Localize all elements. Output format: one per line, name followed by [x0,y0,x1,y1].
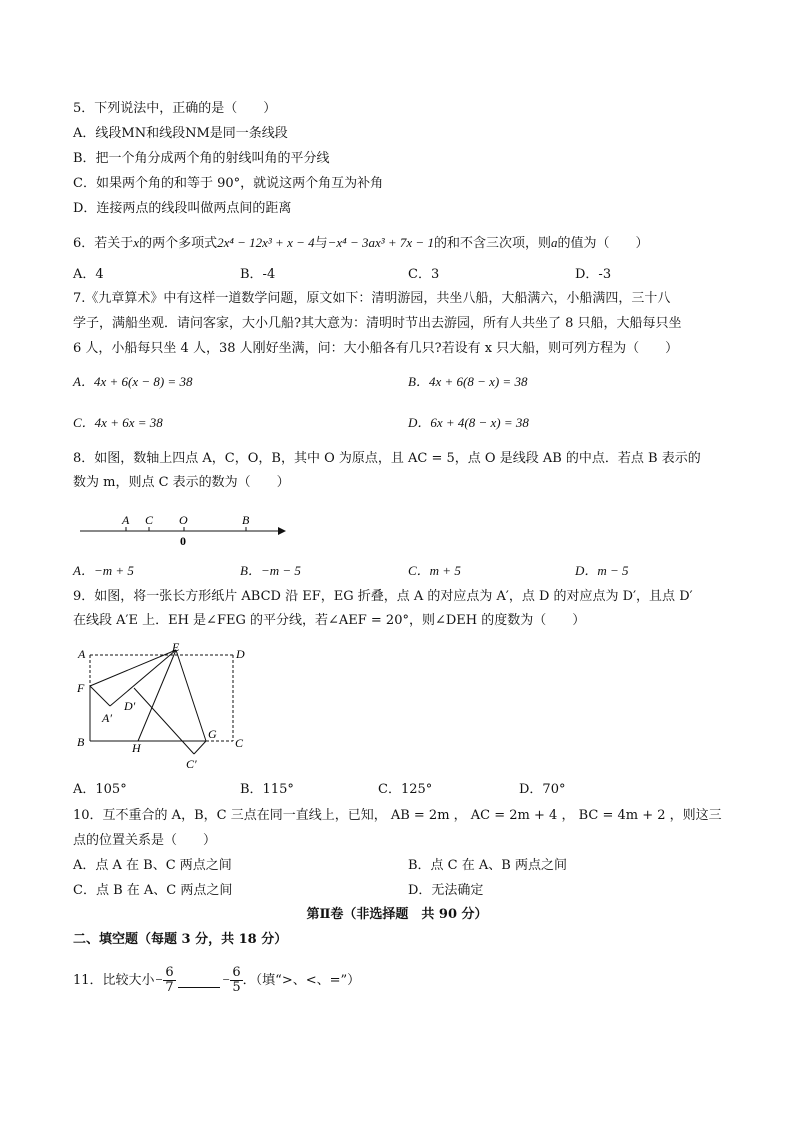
line-d-prime-c-prime [134,688,194,754]
q5-option-a: A．线段MN和线段NM是同一条线段 [73,126,288,141]
line-fa-prime [90,686,110,706]
q5-stem: 5．下列说法中，正确的是（ ） [73,101,277,116]
number-line-arrow [278,527,286,535]
q6-option-b: B．-4 [240,267,276,282]
q8-option-c: C．m + 5 [408,563,461,578]
q11-frac2-den: 5 [232,980,241,995]
q11-prefix: 11．比较大小 [73,973,155,988]
q9-line2: 在线段 A′E 上．EH 是∠FEG 的平分线，若∠AEF = 20°，则∠DEH 的度数为（ ） [73,613,586,628]
q11-fraction-1 [163,966,175,995]
label-f: F [77,681,85,695]
q11-frac1-den: 7 [165,980,174,995]
q6-var-x: x [133,235,140,250]
q7-option-d: D．6x + 4(8 − x) = 38 [408,415,529,430]
q5-option-b: B．把一个角分成两个角的射线叫角的平分线 [73,151,330,166]
q7-option-b: B．4x + 6(8 − x) = 38 [408,374,528,389]
q7-option-a: A．4x + 6(x − 8) = 38 [73,374,193,389]
q11-frac1-num: 6 [165,965,174,980]
q6-prefix: 6．若关于 [73,236,134,251]
q6-suffix: 的和不含三次项，则 [433,236,551,251]
q6-option-d: D．-3 [575,267,612,282]
q11-stem [73,965,360,996]
q10-option-c: C．点 B 在 A、C 两点之间 [73,883,233,898]
q5-option-c: C．如果两个角的和等于 90°，就说这两个角互为补角 [73,176,384,191]
q8-number-line-figure [70,510,300,550]
label-g: G [208,727,217,741]
label-c: C [235,736,244,750]
q7-line3: 6 人，小船每只坐 4 人，38 人刚好坐满，问：大小船各有几只?若设有 x 只大船，则可列方程为（ ） [73,341,679,356]
label-a-prime: A′ [102,711,112,725]
q10-line2: 点的位置关系是（ ） [73,833,217,848]
q10-option-b: B．点 C 在 A、B 两点之间 [408,858,567,873]
q8-line2: 数为 m，则点 C 表示的数为（ ） [73,475,290,490]
q10-option-d: D．无法确定 [408,883,484,898]
label-a: A [78,647,86,661]
q6-stem [73,234,649,253]
q11-suffix: ．（填“>、<、=”） [242,973,361,988]
q7-line1: 7.《九章算术》中有这样一道数学问题，原文如下：清明游园，共坐八船，大船满六，小船满四，三十八 [73,291,671,306]
q9-line1: 9．如图，将一张长方形纸片 ABCD 沿 EF，EG 折叠，点 A 的对应点为 A′，点 D 的对应点为 D′，且点 D′ [73,589,693,604]
section-fill-blank-heading: 二、填空题（每题 3 分，共 18 分） [73,932,288,947]
q9-option-b: B．115° [240,782,294,797]
q8-option-a: A．−m + 5 [73,563,134,578]
q8-option-d: D．m − 5 [575,563,629,578]
q6-poly2: −x⁴ − 3ax³ + 7x − 1 [327,235,434,250]
label-a: A [122,513,130,527]
q9-option-c: C．125° [378,782,433,797]
q10-option-a: A．点 A 在 B、C 两点之间 [73,858,232,873]
q6-poly1: 2x⁴ − 12x³ + x − 4 [217,235,315,250]
q8-line1: 8．如图，数轴上四点 A，C，O，B，其中 O 为原点，且 AC = 5，点 O 是线段 AB 的中点．若点 B 表示的 [73,451,701,466]
label-h: H [132,741,141,755]
q9-option-d: D．70° [519,782,566,797]
q6-end: 的值为（ ） [557,236,649,251]
label-o: O [179,513,188,527]
q10-line1: 10．互不重合的 A，B，C 三点在同一直线上，已知， AB = 2m ， AC = 2m + 4 ， BC = 4m + 2 ，则这三 [73,808,722,823]
line-c-prime-g [194,741,206,754]
q7-option-c: C．4x + 6x = 38 [73,415,163,430]
q11-fraction-2 [230,966,242,995]
line-eg [176,650,206,741]
q9-folding-figure [68,640,258,780]
q9-option-a: A．105° [73,782,127,797]
label-origin: 0 [180,534,186,548]
q6-option-c: C．3 [408,267,440,282]
q6-var-a: a [550,235,558,250]
q8-option-b: B．−m − 5 [240,563,301,578]
q7-line2: 学子，满船坐观．请问客家，大小几船?其大意为：清明时节出去游园，所有人共坐了 8 只船，大船每只坐 [73,316,682,331]
part2-title: 第Ⅱ卷（非选择题 共 90 分） [306,907,488,922]
q6-option-a: A．4 [73,267,104,282]
label-e: E [172,640,180,654]
label-d: D [236,647,245,661]
q11-answer-blank[interactable] [178,973,220,988]
label-b: B [242,513,250,527]
label-c-prime: C′ [186,757,197,771]
q11-neg2: − [221,972,231,987]
q11-frac2-num: 6 [232,965,241,980]
label-b: B [77,735,85,749]
q6-mid: 的两个多项式 [139,236,218,251]
q11-neg1: − [154,972,164,987]
label-d-prime: D′ [124,699,136,713]
q6-with: 与 [314,236,328,251]
label-c: C [145,513,154,527]
q5-option-d: D．连接两点的线段叫做两点间的距离 [73,201,292,216]
